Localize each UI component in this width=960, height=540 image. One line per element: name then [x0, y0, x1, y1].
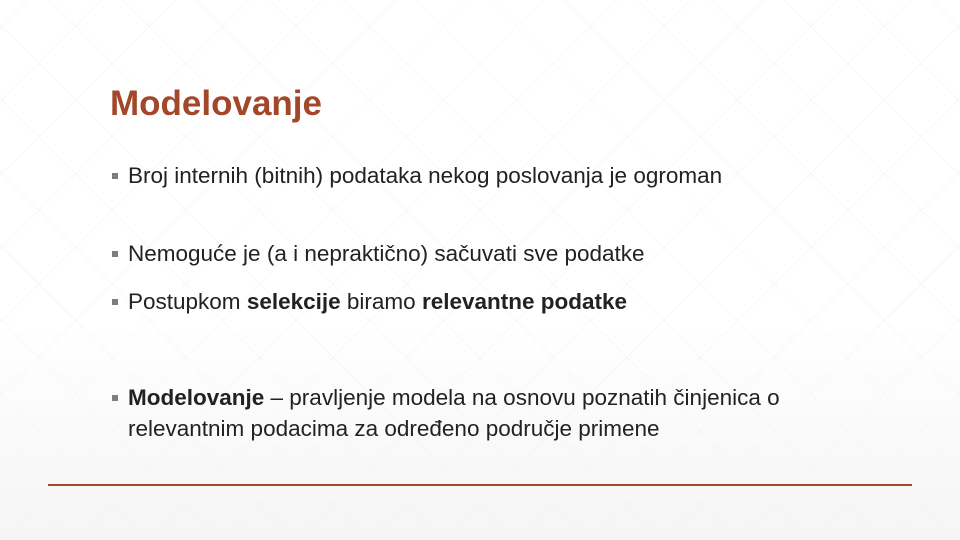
- bullet-text: [128, 382, 850, 444]
- bullet-text-part: – pravljenje modela na osnovu poznatih činjenica o relevantnim podacima za određeno područje primene: [128, 385, 780, 441]
- bullet-text-part: biramo: [340, 289, 422, 314]
- bullet-text-emphasis: Modelovanje: [128, 385, 265, 410]
- square-bullet-icon: [112, 395, 118, 401]
- footer-divider: [48, 484, 912, 486]
- bullet-item: [110, 286, 850, 317]
- bullet-item: [110, 238, 850, 269]
- bullet-item: [110, 160, 850, 191]
- bullet-text-part: Postupkom: [128, 289, 247, 314]
- bullet-item: [110, 382, 850, 444]
- bullet-text: [128, 286, 850, 317]
- square-bullet-icon: [112, 173, 118, 179]
- square-bullet-icon: [112, 251, 118, 257]
- bullet-text-emphasis: relevantne podatke: [421, 289, 628, 314]
- slide-title: Modelovanje: [110, 84, 322, 123]
- bullet-text-emphasis: selekcije: [246, 289, 341, 314]
- square-bullet-icon: [112, 299, 118, 305]
- bullet-text: Nemoguće je (a i nepraktično) sačuvati sve podatke: [128, 241, 645, 266]
- bullet-text: Broj internih (bitnih) podataka nekog poslovanja je ogroman: [128, 163, 723, 188]
